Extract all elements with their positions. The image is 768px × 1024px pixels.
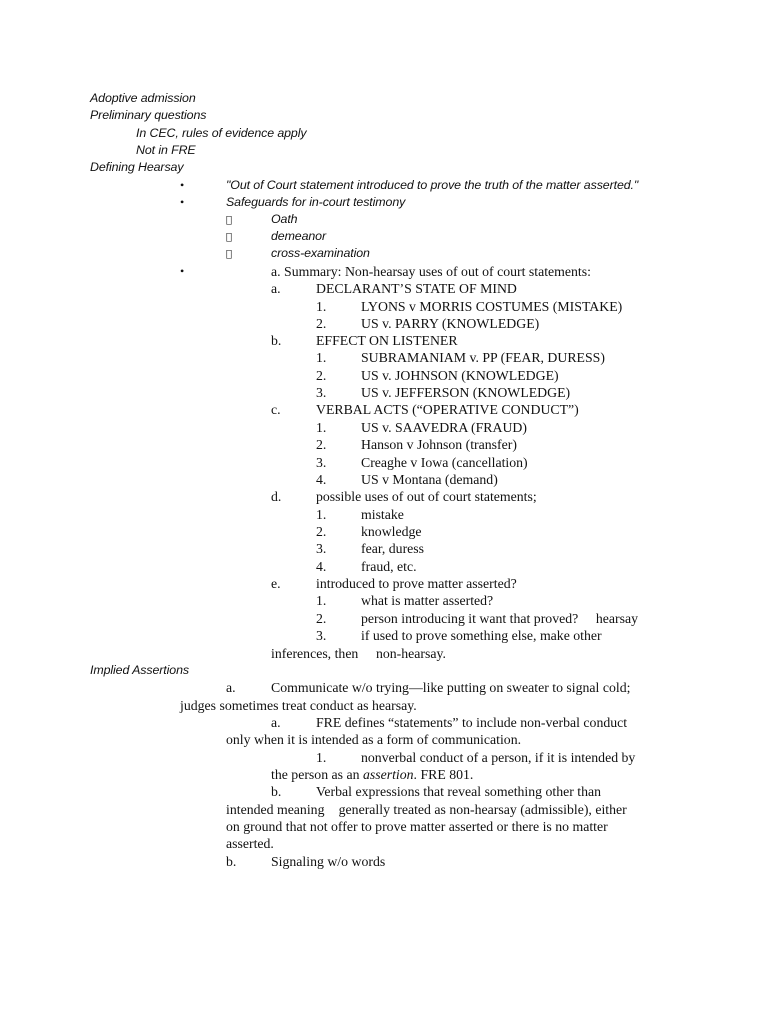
section-title: DECLARANT’S STATE OF MIND [316, 281, 517, 296]
fre-letter: a. [271, 715, 281, 730]
item-number: 1. [316, 420, 327, 435]
item-number: 2. [316, 611, 327, 626]
item-number: 3. [316, 541, 327, 556]
item-number: 2. [316, 316, 327, 331]
safeguard-item: Oath [271, 212, 298, 226]
heading-defining-hearsay: Defining Hearsay [90, 160, 184, 174]
item-number: 1. [316, 350, 327, 365]
item-number: 1. [316, 593, 327, 608]
item-text: US v. PARRY (KNOWLEDGE) [361, 316, 540, 331]
safeguard-item: demeanor [271, 229, 326, 243]
nonverbal-line: nonverbal conduct of a person, if it is intended by [361, 750, 636, 765]
item-number: 2. [316, 368, 327, 383]
signaling-text: Signaling w/o words [271, 854, 386, 869]
verbal-line: asserted. [226, 836, 274, 851]
item-number: 4. [316, 472, 327, 487]
item-text: US v. JEFFERSON (KNOWLEDGE) [361, 385, 571, 400]
item-text: fraud, etc. [361, 559, 417, 574]
item-text: Hanson v Johnson (transfer) [361, 437, 517, 452]
section-letter: e. [271, 576, 281, 591]
section-letter: b. [271, 333, 282, 348]
assertion-emphasis: assertion [362, 767, 414, 782]
item-text: US v. JOHNSON (KNOWLEDGE) [361, 368, 559, 383]
fre-line: only when it is intended as a form of communication. [226, 732, 522, 747]
inferences-line: inferences, then non-hearsay. [271, 646, 432, 661]
item-text: SUBRAMANIAM v. PP (FEAR, DURESS) [361, 350, 605, 365]
item-text: US v Montana (demand) [361, 472, 498, 487]
square-bullet-icon [226, 229, 232, 246]
preliminary-item-fre: Not in FRE [136, 143, 196, 157]
safeguards-title: Safeguards for in-court testimony [226, 195, 406, 209]
fre-line: FRE defines “statements” to include non-verbal conduct [316, 715, 628, 730]
verbal-letter: b. [271, 784, 282, 799]
item-number: 2. [316, 524, 327, 539]
signaling-letter: b. [226, 854, 237, 869]
section-letter: d. [271, 489, 282, 504]
heading-implied-assertions: Implied Assertions [90, 663, 189, 677]
section-title: possible uses of out of court statements; [316, 489, 537, 504]
preliminary-item-cec: In CEC, rules of evidence apply [136, 126, 307, 140]
item-text: Creaghe v Iowa (cancellation) [361, 455, 528, 470]
implied-a-line: judges sometimes treat conduct as hearsay. [180, 698, 417, 713]
implied-a-line: Communicate w/o trying—like putting on sweater to signal cold; [271, 680, 631, 695]
heading-adoptive-admission: Adoptive admission [90, 91, 196, 105]
square-bullet-icon [226, 212, 232, 229]
section-title: EFFECT ON LISTENER [316, 333, 458, 348]
item-number: 1. [316, 299, 327, 314]
item-text: mistake [361, 507, 404, 522]
item-number: 1. [316, 507, 327, 522]
item-number: 4. [316, 559, 327, 574]
verbal-line: on ground that not offer to prove matter asserted or there is no matter [226, 819, 608, 834]
item-number: 2. [316, 437, 327, 452]
definition-quote: "Out of Court statement introduced to prove the truth of the matter asserted." [226, 178, 639, 192]
heading-preliminary-questions: Preliminary questions [90, 108, 207, 122]
item-number: 3. [316, 628, 327, 643]
square-bullet-icon [226, 246, 232, 263]
bullet-icon: • [180, 178, 185, 192]
item-number: 3. [316, 455, 327, 470]
safeguard-item: cross-examination [271, 246, 370, 260]
item-text: fear, duress [361, 541, 425, 556]
section-letter: a. [271, 281, 281, 296]
bullet-icon: • [180, 264, 185, 278]
item-text: person introducing it want that proved? hearsay [361, 611, 624, 626]
summary-title: a. Summary: Non-hearsay uses of out of court statements: [271, 264, 591, 279]
verbal-line: intended meaning generally treated as non-hearsay (admissible), either [226, 802, 616, 817]
item-text: if used to prove something else, make other [361, 628, 602, 643]
section-title: VERBAL ACTS (“OPERATIVE CONDUCT”) [316, 402, 579, 417]
verbal-line: Verbal expressions that reveal something other than [316, 784, 602, 799]
section-title: introduced to prove matter asserted? [316, 576, 517, 591]
implied-a-letter: a. [226, 680, 236, 695]
bullet-icon: • [180, 195, 185, 209]
nonverbal-number: 1. [316, 750, 327, 765]
item-text: what is matter asserted? [361, 593, 494, 608]
item-text: knowledge [361, 524, 422, 539]
item-number: 3. [316, 385, 327, 400]
nonverbal-line: the person as an assertion. FRE 801. [271, 767, 474, 782]
section-letter: c. [271, 402, 281, 417]
item-text: US v. SAAVEDRA (FRAUD) [361, 420, 527, 435]
item-text: LYONS v MORRIS COSTUMES (MISTAKE) [361, 299, 623, 314]
